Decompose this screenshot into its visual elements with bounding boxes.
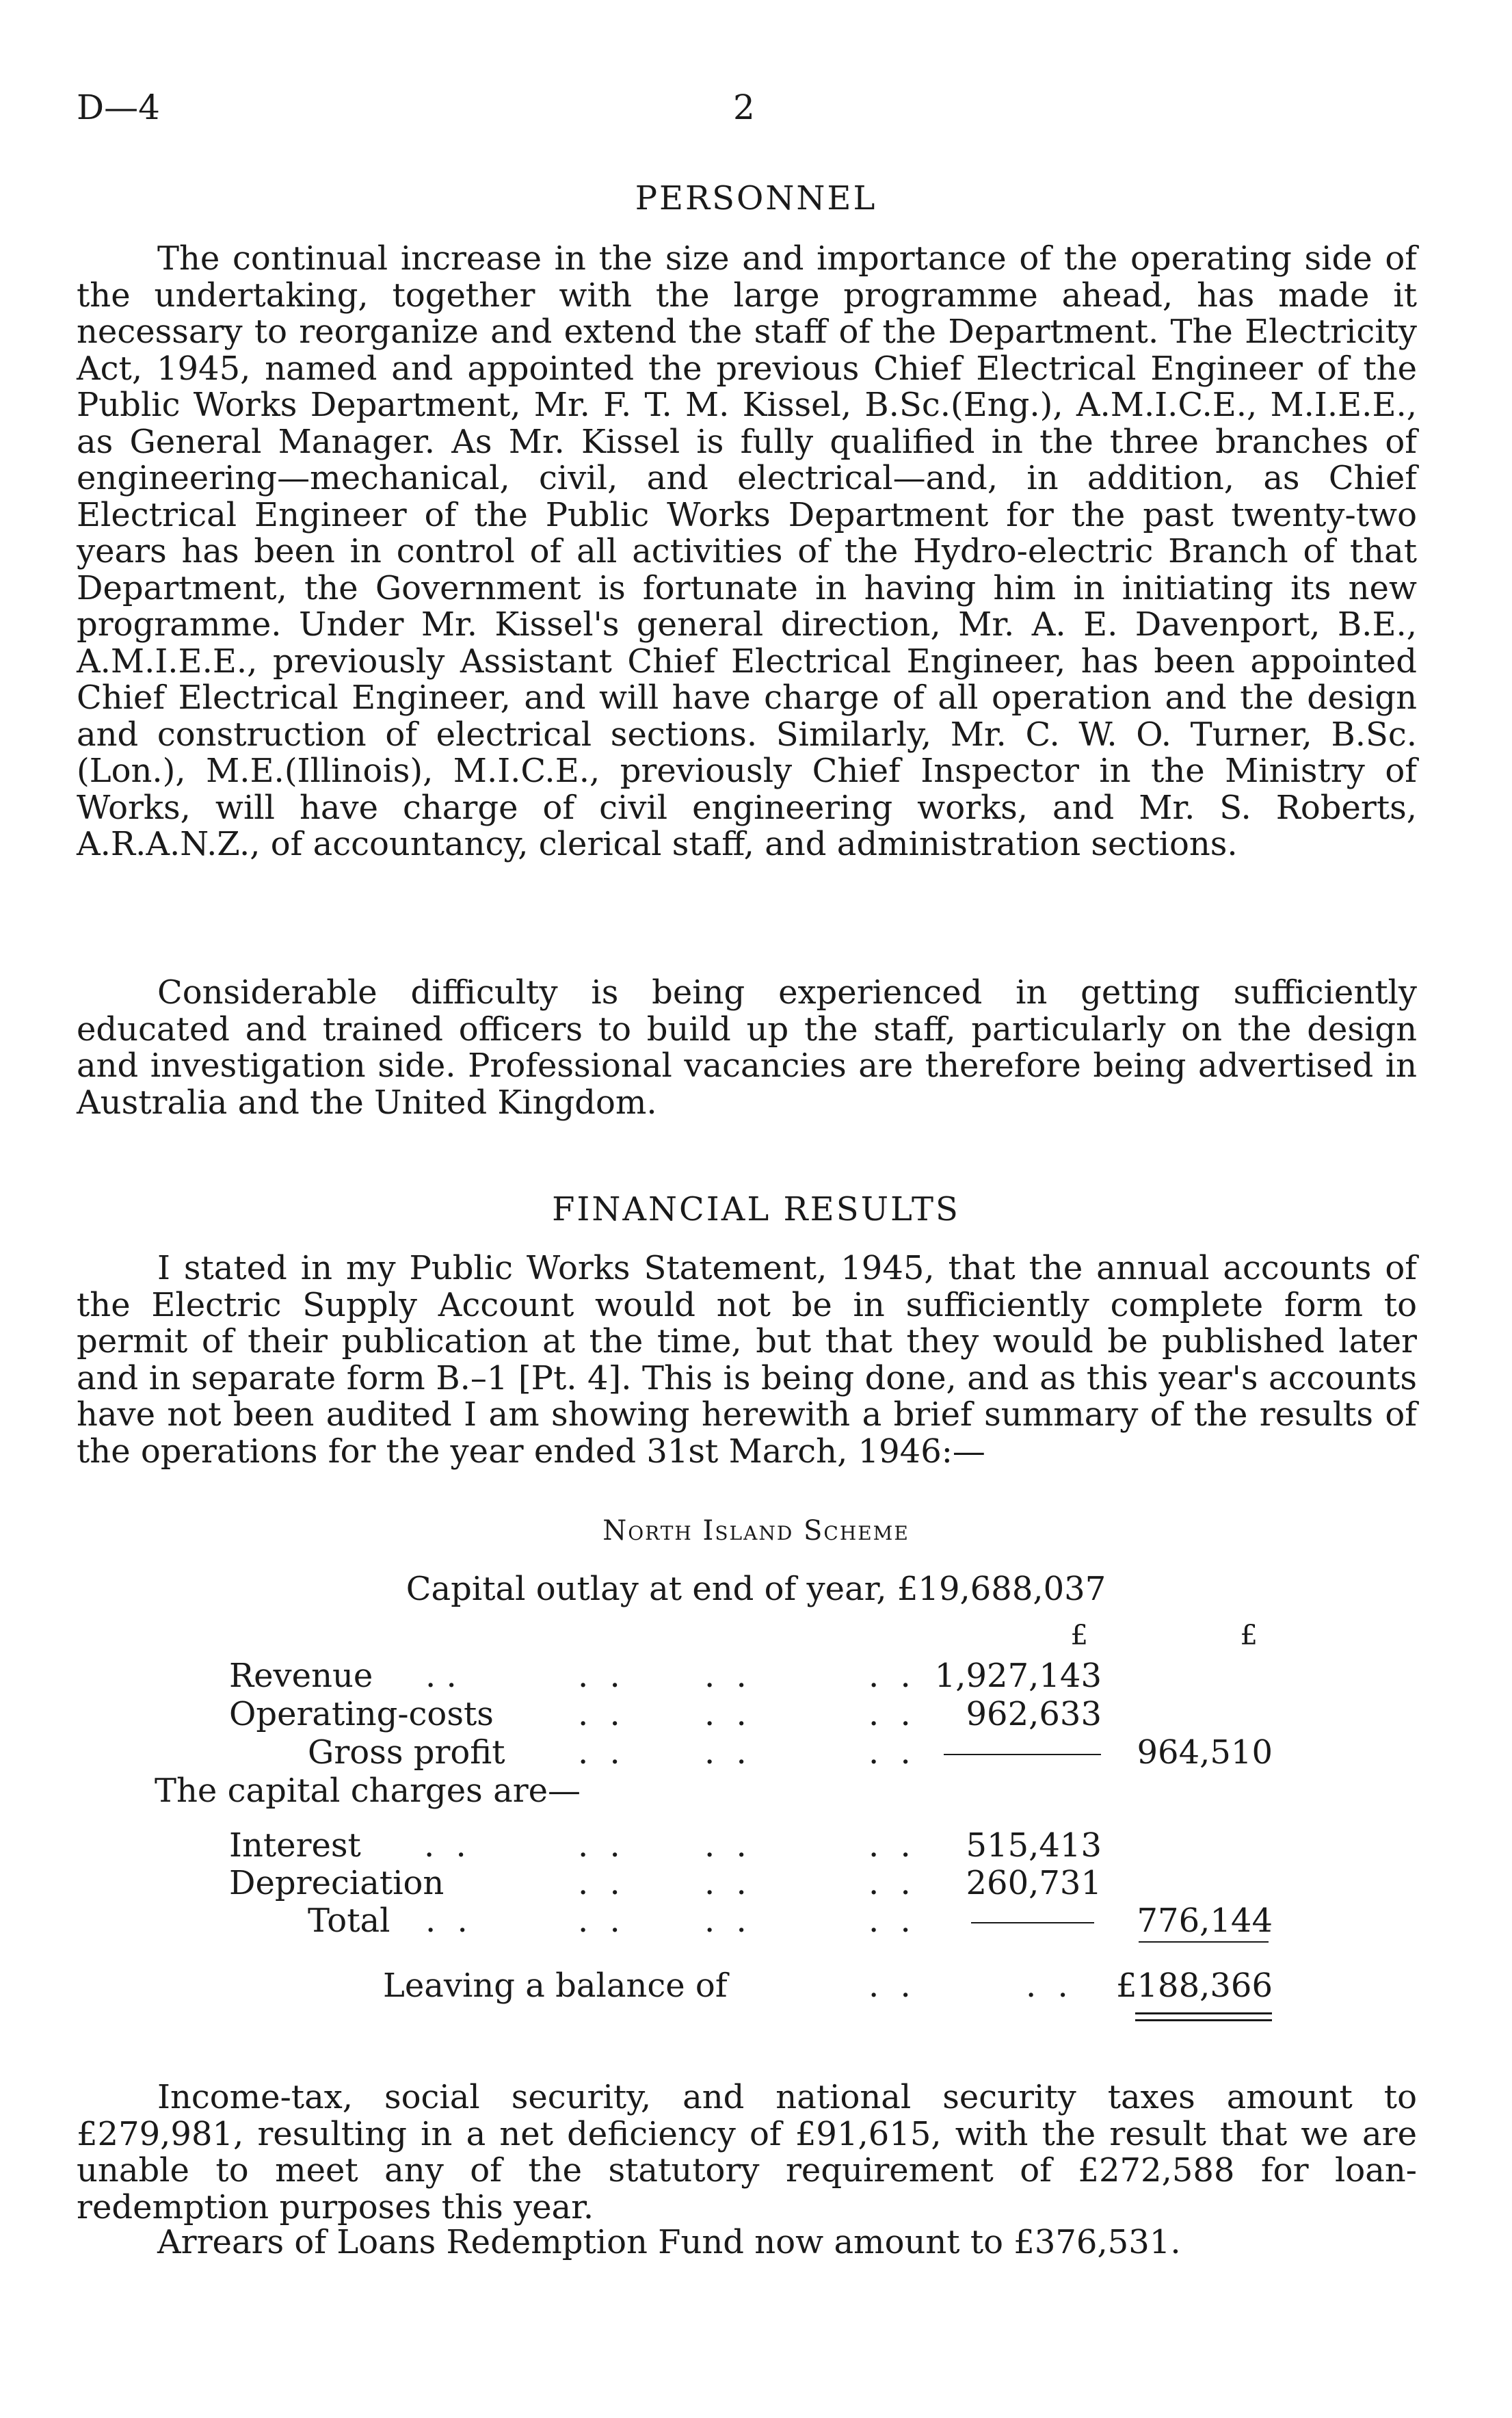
double-rule-bottom [1135,2019,1272,2021]
depreciation-row [0,1864,1512,1902]
operating-costs-value: 962,633 [966,1695,1102,1733]
personnel-paragraph-2: Considerable difficulty is being experienced in getting sufficiently educated and trained officers to build up the staff, particularly on the design and investigation side. Professional vacancies are therefore being advertised in Australia and the United Kingdom. [77,973,1417,1122]
balance-row [0,1967,1512,2005]
operating-costs-row [0,1695,1512,1733]
subtotal-rule [944,1754,1101,1755]
balance-label: Leaving a balance of [383,1967,728,2005]
revenue-value: 1,927,143 [934,1657,1102,1695]
balance-value: £188,366 [1115,1967,1273,2005]
gross-profit-total: 964,510 [1137,1733,1273,1772]
capital-charges-label: The capital charges are— [155,1772,581,1810]
personnel-heading: PERSONNEL [635,179,877,218]
leader-dots: . . [704,1733,752,1772]
total-label: Total [308,1902,390,1940]
revenue-label: Revenue [229,1657,373,1695]
interest-label: Interest [229,1826,361,1865]
subtotal-rule [971,1922,1094,1923]
leader-dots: . . [704,1695,752,1733]
leader-dots: . . [868,1657,916,1695]
leader-dots: . . [868,1695,916,1733]
leader-dots: . . [868,1733,916,1772]
currency-col2: £ [1240,1620,1258,1651]
leader-dots: . . [578,1733,626,1772]
revenue-row [0,1657,1512,1695]
currency-col1: £ [1070,1620,1088,1651]
capital-outlay: Capital outlay at end of year, £19,688,037 [406,1570,1106,1608]
gross-profit-label: Gross profit [308,1733,505,1772]
depreciation-label: Depreciation [229,1864,445,1902]
leader-dots: . . [868,1826,916,1865]
leader-dots: . . [704,1902,752,1940]
leader-dots: . . [868,1864,916,1902]
scheme-title: North Island Scheme [602,1515,910,1547]
document-reference: D—4 [77,88,160,127]
leader-dots: . . [578,1864,626,1902]
leader-dots: . . [704,1657,752,1695]
page-number: 2 [733,88,755,127]
leader-dots: . . [868,1967,916,2005]
closing-paragraph-2: Arrears of Loans Redemption Fund now amount to £376,531. [157,2223,1181,2261]
financial-heading: FINANCIAL RESULTS [552,1190,960,1228]
total-value: 776,144 [1137,1902,1273,1940]
closing-paragraph-1: Income-tax, social security, and national security taxes amount to £279,981, resulting in a net deficiency of £91,615, with the result that we are unable to meet any of the statutory requirement of £272,588 for loan-redemption purposes this year. [77,2078,1417,2226]
total-rule [1139,1941,1269,1943]
currency-header-row [0,1620,1512,1658]
leader-dots: . . [1026,1967,1074,2005]
capital-charges-row [0,1772,1512,1810]
leader-dots: . . [424,1826,472,1865]
gross-profit-row [0,1733,1512,1772]
leader-dots: . . [578,1902,626,1940]
depreciation-value: 260,731 [966,1864,1102,1902]
total-row [0,1902,1512,1940]
financial-intro: I stated in my Public Works Statement, 1945, that the annual accounts of the Electric Supply Account would not be in sufficiently complete form to permit of their publication at the time, but that they would be published later and in separate form B.–1 [Pt. 4]. This is being done, and as this year's accounts have not been audited I am showing herewith a brief summary of the results of the operations for the year ended 31st March, 1946:— [77,1249,1417,1471]
personnel-paragraph-1: The continual increase in the size and importance of the operating side of the undertaking, together with the large programme ahead, has made it necessary to reorganize and extend the staff of the Department. The Electricity Act, 1945, named and appointed the previous Chief Electrical Engineer of the Public Works Department, Mr. F. T. M. Kissel, B.Sc.(Eng.), A.M.I.C.E., M.I.E.E., as General Manager. As Mr. Kissel is fully qualified in the three branches of engineering—mechanical, civil, and electrical—and, in addition, as Chief Electrical Engineer of the Public Works Department for the past twenty-two years has been in control of all activities of the Hydro-electric Branch of that Department, the Government is fortunate in having him in initiating its new programme. Under Mr. Kissel's general direction, Mr. A. E. Davenport, B.E., A.M.I.E.E., previously Assistant Chief Electrical Engineer, has been appointed Chief Electrical Engineer, and will have charge of all operation and the design and construction of electrical sections. Similarly, Mr. C. W. O. Turner, B.Sc.(Lon.), M.E.(Illinois), M.I.C.E., previously Chief Inspector in the Ministry of Works, will have charge of civil engineering works, and Mr. S. Roberts, A.R.A.N.Z., of accountancy, clerical staff, and administration sections. [77,239,1417,863]
leader-dots: . . [425,1902,473,1940]
leader-dots: . . [704,1864,752,1902]
leader-dots: . . [578,1695,626,1733]
interest-value: 515,413 [966,1826,1102,1865]
leader-dots: . . [704,1826,752,1865]
interest-row [0,1826,1512,1865]
leader-dots: . . [578,1657,626,1695]
leader-dots: . . [578,1826,626,1865]
operating-costs-label: Operating-costs [229,1695,494,1733]
leader-dots: . . [425,1657,457,1695]
double-rule-top [1135,2012,1272,2014]
leader-dots: . . [868,1902,916,1940]
